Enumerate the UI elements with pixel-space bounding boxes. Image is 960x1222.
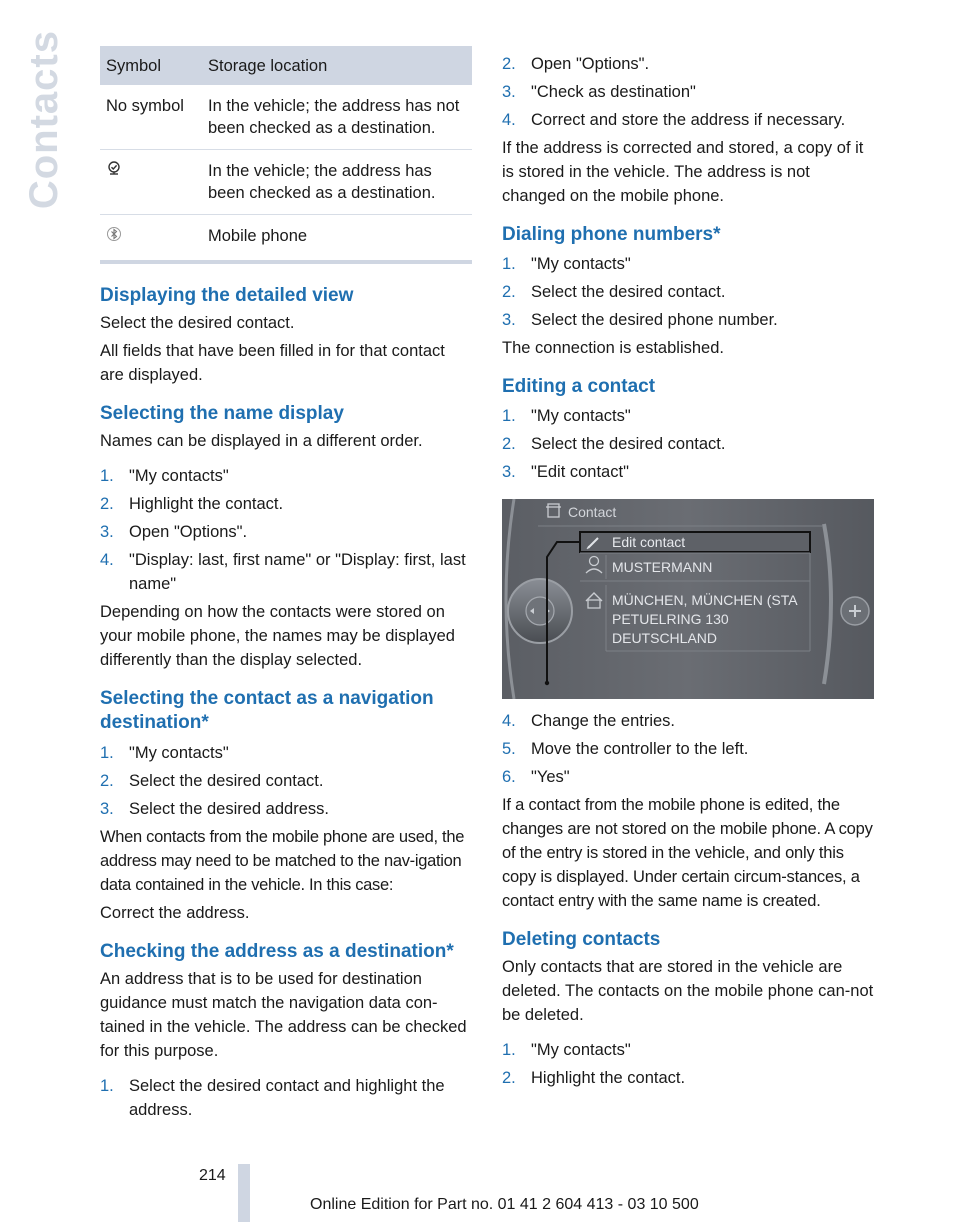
table-cell-location: Mobile phone — [208, 227, 308, 245]
list-item: 3. "Check as destination" — [502, 83, 696, 101]
heading-detailed-view: Displaying the detailed view — [100, 284, 354, 306]
list-item: 1. "My contacts" — [502, 407, 631, 425]
list-item: 2. Select the desired contact. — [502, 435, 726, 453]
checked-destination-icon — [106, 161, 122, 183]
list-item: 1. Select the desired contact and highlight the address. — [100, 1076, 445, 1119]
list-item: 1. "My contacts" — [502, 1041, 631, 1059]
paragraph: All fields that have been filled in for that contact are displayed. — [100, 341, 445, 384]
heading-name-display: Selecting the name display — [100, 402, 344, 424]
paragraph: If the address is corrected and stored, a copy of it is stored in the vehicle. The address is not changed on the mobile phone. — [502, 139, 864, 205]
paragraph: The connection is established. — [502, 339, 724, 357]
table-row — [100, 150, 472, 215]
steps-editing-a — [502, 404, 874, 484]
paragraph: When contacts from the mobile phone are used, the address may need to be matched to the nav‐igation data contained in the vehicle. In this case: — [100, 827, 465, 894]
address-line-2: PETUELRING 130 — [612, 611, 729, 627]
edition-text: Online Edition for Part no. 01 41 2 604 413 - 03 10 500 — [310, 1196, 699, 1213]
paragraph: Correct the address. — [100, 903, 250, 922]
table-cell-location: In the vehicle; the address has not been checked as a destination. — [202, 85, 472, 150]
section-side-tab — [22, 30, 66, 230]
list-item: 1. "My contacts" — [100, 466, 229, 485]
idrive-screen-illustration — [502, 499, 874, 699]
list-item: 4. Correct and store the address if necessary. — [502, 111, 846, 129]
storage-location-table — [100, 46, 472, 260]
steps-check-address — [100, 1074, 472, 1122]
list-item: 2. Select the desired contact. — [502, 283, 726, 301]
list-item: 3. Select the desired phone number. — [502, 311, 778, 329]
contact-name: MUSTERMANN — [612, 559, 713, 575]
bluetooth-phone-icon — [106, 226, 122, 248]
paragraph: An address that is to be used for destination guidance must match the navigation data con‐tained in the vehicle. The address can be checked for this purpose. — [100, 969, 467, 1060]
steps-check-continued — [502, 52, 874, 132]
steps-deleting — [502, 1038, 874, 1090]
left-column — [100, 46, 472, 1122]
address-line-1: MÜNCHEN, MÜNCHEN (STA — [612, 592, 798, 608]
list-item: 4. Change the entries. — [502, 712, 676, 730]
list-item: 6. "Yes" — [502, 768, 570, 786]
list-item: 2. Open "Options". — [502, 55, 650, 73]
steps-name-display — [100, 464, 472, 596]
page-number: 214 — [199, 1167, 226, 1184]
heading-navigation-destination: Selecting the contact as a navigation destination* — [100, 687, 434, 733]
idrive-screen-svg — [502, 499, 874, 699]
list-item: 4. "Display: last, first name" or "Display: first, last name" — [100, 550, 466, 593]
footer-bar — [238, 1164, 250, 1222]
address-line-3: DEUTSCHLAND — [612, 630, 718, 646]
heading-deleting: Deleting contacts — [502, 929, 661, 950]
table-header-location: Storage location — [202, 46, 472, 85]
list-item: 3. Select the desired address. — [100, 799, 329, 818]
list-item: 5. Move the controller to the left. — [502, 740, 749, 758]
list-item: 3. "Edit contact" — [502, 463, 629, 481]
paragraph: If a contact from the mobile phone is edited, the changes are not stored on the mobile phone. A copy of the entry is stored in the vehicle, and only this copy is displayed. Under certain circum‐stances, a contact entry with the same name is created. — [502, 796, 873, 910]
heading-editing: Editing a contact — [502, 376, 656, 397]
steps-dialing — [502, 252, 874, 332]
list-item: 1. "My contacts" — [100, 743, 229, 762]
list-item: 2. Highlight the contact. — [502, 1069, 686, 1087]
list-item: 2. Highlight the contact. — [100, 494, 284, 513]
paragraph: Depending on how the contacts were stored on your mobile phone, the names may be displayed differently than the display selected. — [100, 602, 455, 669]
table-bottom-rule — [100, 260, 472, 264]
steps-editing-b — [502, 709, 874, 789]
heading-dialing: Dialing phone numbers* — [502, 224, 721, 245]
table-cell-location: In the vehicle; the address has been checked as a destination. — [202, 150, 472, 215]
table-header-symbol: Symbol — [100, 46, 202, 85]
heading-check-address: Checking the address as a destination* — [100, 940, 454, 962]
list-item: 2. Select the desired contact. — [100, 771, 324, 790]
paragraph: Select the desired contact. — [100, 313, 295, 332]
table-row — [100, 215, 472, 260]
list-item: 1. "My contacts" — [502, 255, 631, 273]
screen-title: Contact — [568, 504, 617, 520]
steps-navigation-destination — [100, 741, 472, 821]
menu-item-edit-contact: Edit contact — [612, 534, 686, 550]
right-column — [502, 52, 874, 1090]
paragraph: Names can be displayed in a different order. — [100, 431, 423, 450]
table-row — [100, 85, 472, 150]
paragraph: Only contacts that are stored in the vehicle are deleted. The contacts on the mobile phone can‐not be deleted. — [502, 958, 874, 1024]
table-cell-symbol: No symbol — [100, 85, 202, 150]
section-side-tab-label: Contacts — [22, 30, 66, 210]
list-item: 3. Open "Options". — [100, 522, 248, 541]
